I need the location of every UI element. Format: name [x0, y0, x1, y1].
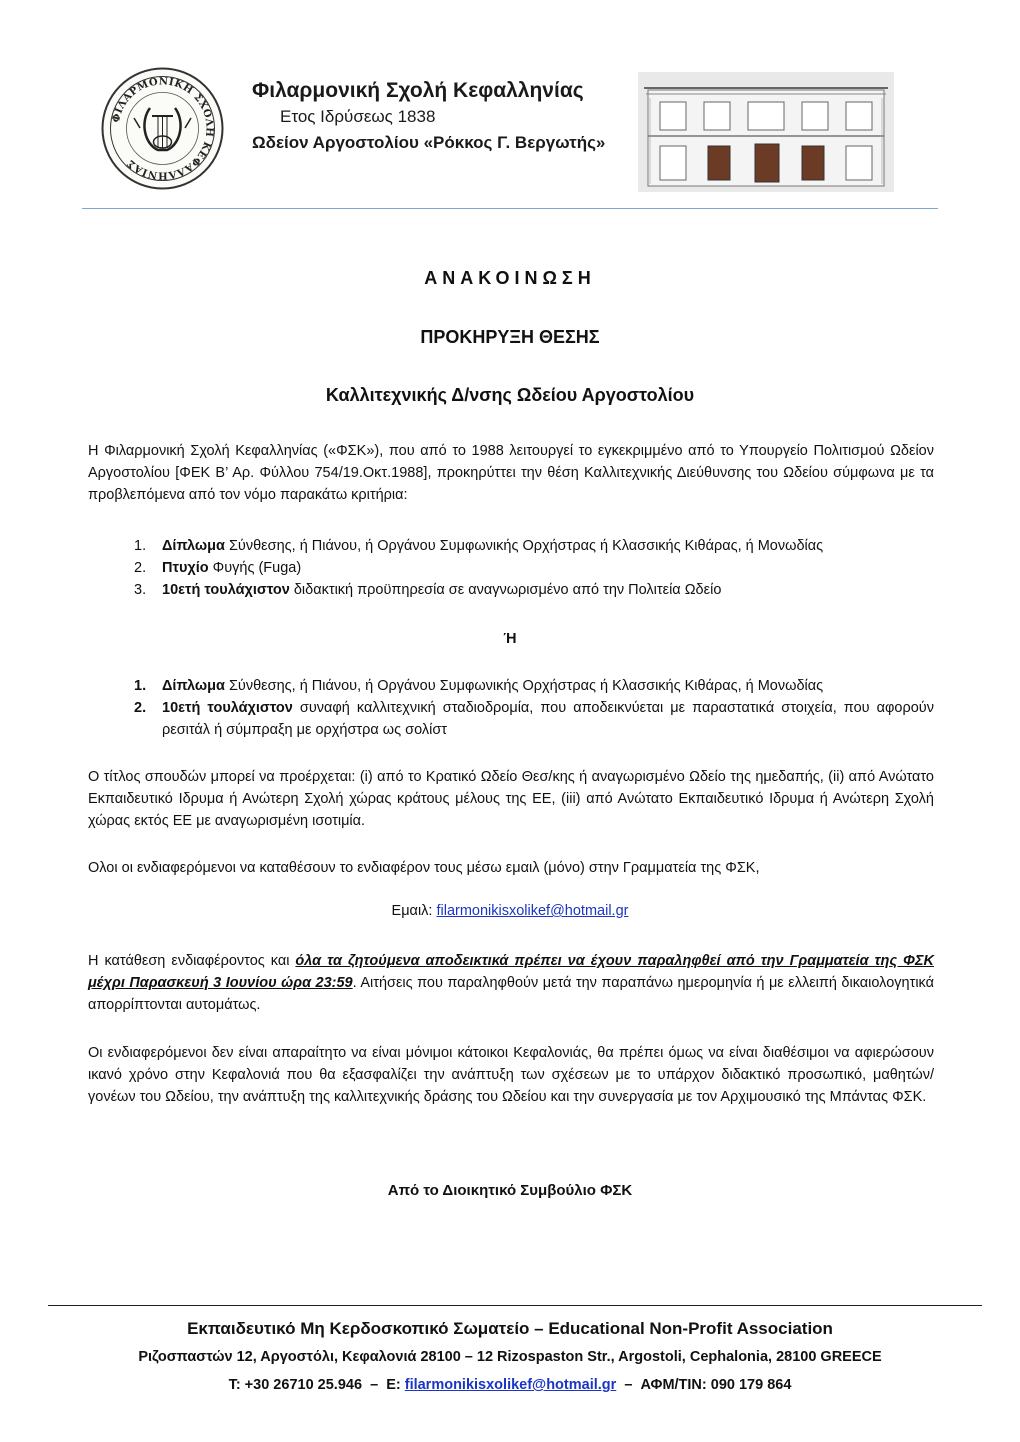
- subject-heading: Καλλιτεχνικής Δ/νσης Ωδείου Αργοστολίου: [325, 385, 695, 405]
- degree-origin-paragraph: Ο τίτλος σπουδών μπορεί να προέρχεται: (i) από το Κρατικό Ωδείο Θεσ/κης ή αναγωρισμένο Ωδείο της ημεδαπής, (ii) από Ανώτατο Εκπαιδευτικό Ιδρυμα ή Ανώτερη Σχολή χώρας κράτους μέλους της ΕΕ, (iii) από Ανώτατο Εκπαιδευτικό Ιδρυμα ή Ανώτερη Σχολή χώρας εκτός ΕΕ με αναγωρισμένη ισοτιμία.: [88, 769, 934, 829]
- list-item-text: Σύνθεσης, ή Πιάνου, ή Οργάνου Συμφωνικής Ορχήστρας ή Κλασσικής Κιθάρας, ή Μονωδίας: [224, 538, 824, 554]
- email-line: [0, 903, 1020, 919]
- list-item-text: συναφή καλλιτεχνική σταδιοδρομία, που αποδεικνύεται με παραστατικά στοιχεία, που αφορούν ρεσιτάλ ή σύμπραξη με ορχήστρα ως σολίστ: [162, 700, 934, 738]
- list-item-bold: 10ετή τουλάχιστον: [162, 582, 290, 598]
- lyre-seal-icon: [100, 66, 225, 191]
- header-divider: [82, 208, 938, 209]
- footer-phone: T: +30 26710 25.946: [228, 1377, 363, 1393]
- footer-contact: [0, 1377, 1020, 1393]
- list-item-number: 3.: [134, 582, 147, 598]
- footer-association: Εκπαιδευτικό Μη Κερδοσκοπικό Σωματείο – Educational Non-Profit Association: [187, 1319, 833, 1338]
- institution-name: Φιλαρμονική Σχολή Κεφαλληνίας: [252, 79, 584, 102]
- footer-tax-id: – ΑΦΜ/TIN: 090 179 864: [616, 1377, 792, 1393]
- list-item-bold: 10ετή τουλάχιστον: [162, 700, 293, 716]
- list-item: [134, 697, 934, 741]
- intro-paragraph: Η Φιλαρμονική Σχολή Κεφαλληνίας («ΦΣΚ»), που από το 1988 λειτουργεί το εγκεκριμμένο από το Υπουργείο Πολιτισμού Ωδείον Αργοστολίου [ΦΕΚ Β’ Αρ. Φύλλου 754/19.Οκτ.1988], προκηρύττει την θέση Καλλιτεχνικής Διεύθυνσης του Ωδείου σύμφωνα με τα προβλεπόμενα από τον νόμο παρακάτω κριτήρια:: [88, 443, 934, 503]
- list-item-bold: Δίπλωμα: [162, 538, 225, 554]
- footer-divider: [48, 1305, 982, 1306]
- list-item-bold: Δίπλωμα: [162, 678, 225, 694]
- email-link[interactable]: filarmonikisxolikef@hotmail.gr: [436, 903, 629, 919]
- list-item-number: 2.: [134, 560, 147, 576]
- deadline-paragraph: [88, 950, 934, 1016]
- list-item: [134, 557, 934, 579]
- submission-paragraph: Ολοι οι ενδιαφερόμενοι να καταθέσουν το ενδιαφέρον τους μέσω εμαιλ (μόνο) στην Γραμματεία της ΦΣΚ,: [88, 860, 760, 876]
- announcement-heading: ΑΝΑΚΟΙΝΩΣΗ: [424, 268, 596, 288]
- list-item-text: Σύνθεσης, ή Πιάνου, ή Οργάνου Συμφωνικής Ορχήστρας ή Κλασσικής Κιθάρας, ή Μονωδίας: [224, 678, 824, 694]
- letterhead: [252, 78, 632, 156]
- deadline-emphasis: όλα τα ζητούμενα αποδεικτικά πρέπει να έχουν παραληφθεί από την Γραμματεία της ΦΣΚ μέχρι Παρασκευή 3 Ιουνίου ώρα 23:59: [88, 953, 934, 991]
- or-separator: Ή: [503, 631, 517, 647]
- list-item-number: 1.: [134, 538, 147, 554]
- svg-text:ΦΙΛΑΡΜΟΝΙΚΗ ΣΧΟΛΗ ΚΕΦΑΛΛΗΝΙΑΣ: ΦΙΛΑΡΜΟΝΙΚΗ ΣΧΟΛΗ ΚΕΦΑΛΛΗΝΙΑΣ: [110, 76, 215, 181]
- notice-heading: ΠΡΟΚΗΡΥΞΗ ΘΕΣΗΣ: [420, 327, 600, 347]
- founding-year: Ετος Ιδρύσεως 1838: [280, 107, 436, 126]
- list-item: [134, 675, 934, 697]
- email-label: Εμαιλ:: [391, 903, 437, 919]
- signature-line: Από το Διοικητικό Συμβούλιο ΦΣΚ: [387, 1182, 633, 1199]
- list-item: [134, 579, 934, 601]
- list-item-bold: Πτυχίο: [162, 560, 209, 576]
- list-item-number: 2.: [134, 700, 147, 716]
- deadline-rest: . Αιτήσεις που παραληφθούν μετά την παραπάνω ημερομηνία ή με ελλειπή δικαιολογητικά απορρίπτονται αυτομάτως.: [88, 975, 934, 1013]
- residence-paragraph: Οι ενδιαφερόμενοι δεν είναι απαραίτητο να είναι μόνιμοι κάτοικοι Κεφαλονιάς, θα πρέπει όμως να είναι διαθέσιμοι να αφιερώσουν ικανό χρόνο στην Κεφαλονιά που θα εξασφαλίζει την ανάπτυξη των σχέσεων με το υπάρχον διδακτικό προσωπικό, μαθητών/γονέων του Ωδείου, την ανάπτυξη της καλλιτεχνικής δράσης του Ωδείου και την συνεργασία με τον Αρχιμουσικό της Μπάντας ΦΣΚ.: [88, 1045, 934, 1105]
- conservatory-building-icon: [638, 72, 894, 192]
- list-item-text: διδακτική προϋπηρεσία σε αναγνωρισμένο από την Πολιτεία Ωδείο: [289, 582, 722, 598]
- deadline-intro: Η κατάθεση ενδιαφέροντος και: [88, 953, 296, 969]
- list-item-number: 1.: [134, 678, 147, 694]
- footer-email-link[interactable]: filarmonikisxolikef@hotmail.gr: [404, 1377, 617, 1393]
- list-item-text: Φυγής (Fuga): [208, 560, 302, 576]
- footer-email-label: – E:: [362, 1377, 405, 1393]
- list-item: [134, 535, 934, 557]
- footer-address: Ριζοσπαστών 12, Αργοστόλι, Κεφαλονιά 28100 – 12 Rizospaston Str., Argostoli, Cephalonia, 28100 GREECE: [138, 1349, 882, 1365]
- conservatory-name: Ωδείον Αργοστολίου «Ρόκκος Γ. Βεργωτής»: [252, 133, 606, 152]
